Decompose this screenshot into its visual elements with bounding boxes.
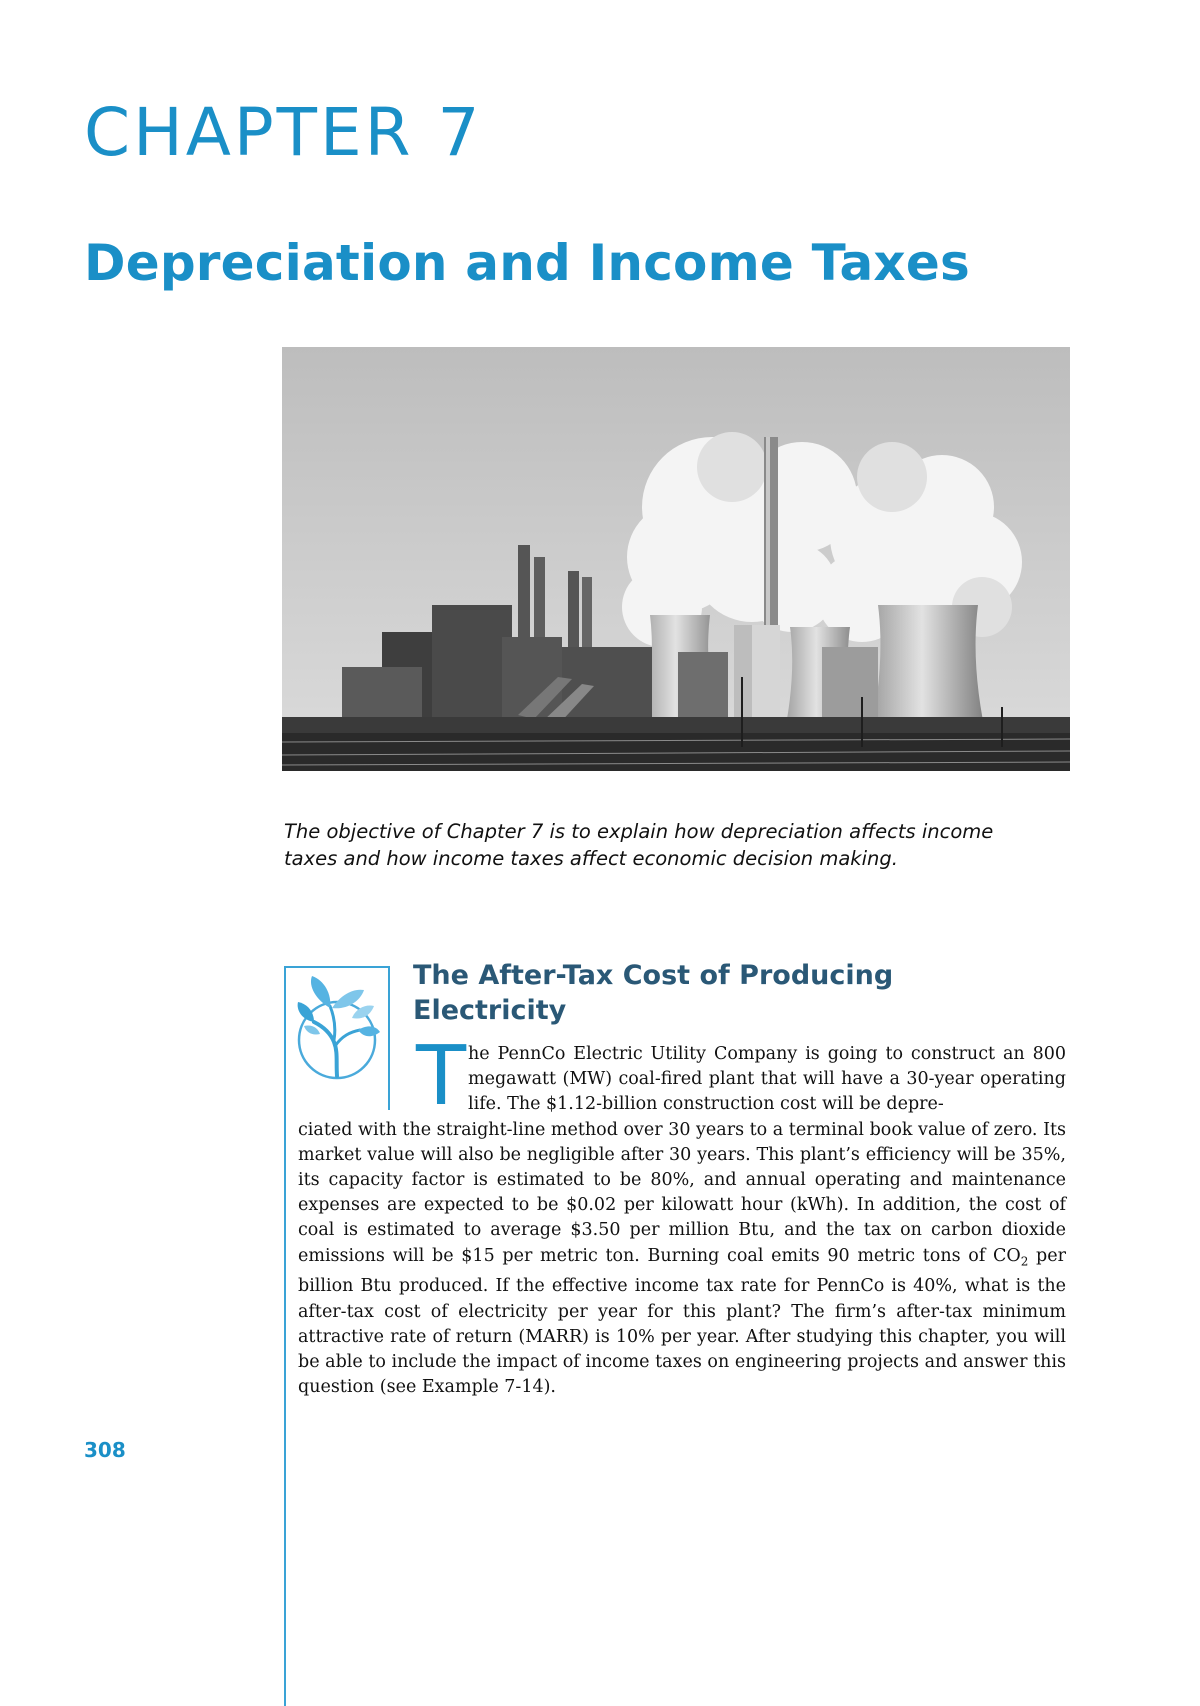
chapter-objective: The objective of Chapter 7 is to explain how depreciation affects income taxes and how income taxes affect economic decision making. <box>284 820 994 870</box>
intro-paragraph-indented: he PennCo Electric Utility Company is going to construct an 800 megawatt (MW) coal-fired plant that will have a 30-year operating life. The $1.12-billion construction cost will be depre- <box>468 1044 1066 1115</box>
sidebar-rule-top <box>284 966 389 968</box>
drop-cap: T <box>416 1029 467 1124</box>
chapter-title: Depreciation and Income Taxes <box>84 234 970 292</box>
chapter-label: CHAPTER 7 <box>84 94 483 171</box>
intro-text-part1: ciated with the straight-line method over 30 years to a terminal book value of zero. Its market value will also be negligible after 30 years. This plant’s efficiency will be 35%, its capacity factor is estimated to be 80%, and annual operating and maintenance expenses are expected to be $0.02 per kilowatt hour (kWh). In addition, the cost of coal is estimated to average $3.50 per million Btu, and the tax on carbon dioxide emissions will be $15 per metric ton. Burning coal emits 90 metric tons of CO <box>298 1119 1066 1266</box>
power-plant-photo <box>282 347 1070 771</box>
page-number: 308 <box>84 1438 126 1462</box>
intro-text-part2: per billion Btu produced. If the effective income tax rate for PennCo is 40%, what is the after-tax cost of electricity per year for this plant? The firm’s after-tax minimum attractive rate of return (MARR) is 10% per year. After studying this chapter, you will be able to include the impact of income taxes on engineering projects and answer this question (see Example 7-14). <box>298 1245 1066 1398</box>
co2-subscript: 2 <box>1020 1254 1029 1269</box>
intro-paragraph <box>298 1118 1066 1401</box>
tree-icon <box>290 970 384 1090</box>
sidebar-rule-left <box>284 966 286 1706</box>
section-title: The After-Tax Cost of Producing Electricity <box>413 960 894 1026</box>
sidebar-rule-right <box>388 966 390 1110</box>
